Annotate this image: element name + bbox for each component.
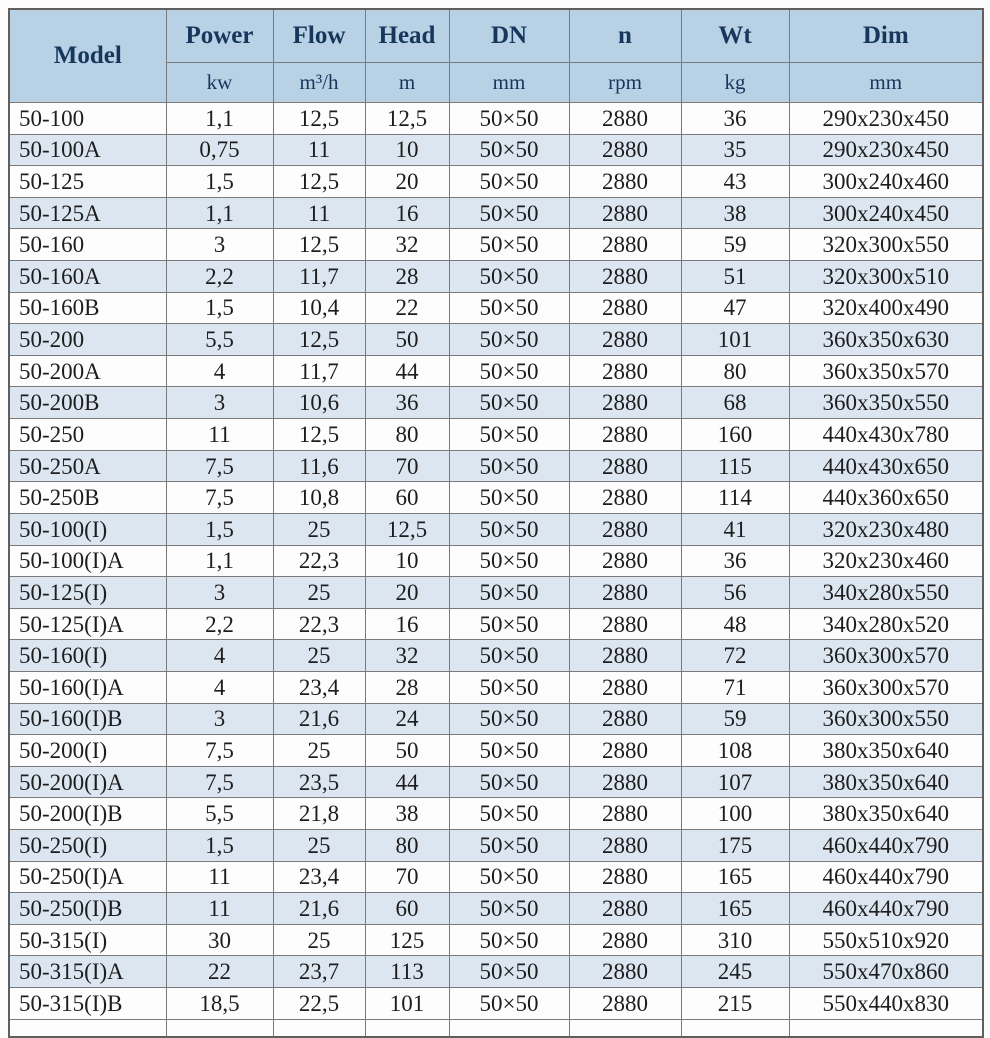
empty-cell [365, 1019, 449, 1037]
value-cell: 2880 [569, 608, 681, 640]
value-cell: 44 [365, 355, 449, 387]
empty-cell [273, 1019, 365, 1037]
table-row [9, 861, 983, 893]
value-cell: 12,5 [273, 324, 365, 356]
table-row [9, 355, 983, 387]
column-header-dim: Dim [789, 9, 983, 63]
value-cell: 1,1 [166, 103, 273, 135]
value-cell: 2880 [569, 861, 681, 893]
value-cell: 23,4 [273, 671, 365, 703]
value-cell: 50×50 [449, 671, 569, 703]
value-cell: 3 [166, 703, 273, 735]
header-label-row [9, 9, 983, 63]
value-cell: 2880 [569, 134, 681, 166]
value-cell: 360x350x630 [789, 324, 983, 356]
value-cell: 30 [166, 924, 273, 956]
table-row [9, 387, 983, 419]
value-cell: 320x300x550 [789, 229, 983, 261]
table-row [9, 608, 983, 640]
value-cell: 2880 [569, 703, 681, 735]
value-cell: 70 [365, 450, 449, 482]
table-row [9, 671, 983, 703]
value-cell: 50×50 [449, 577, 569, 609]
value-cell: 11 [273, 134, 365, 166]
value-cell: 25 [273, 640, 365, 672]
value-cell: 50×50 [449, 703, 569, 735]
value-cell: 59 [681, 229, 789, 261]
value-cell: 290x230x450 [789, 103, 983, 135]
value-cell: 3 [166, 577, 273, 609]
value-cell: 41 [681, 513, 789, 545]
value-cell: 22,5 [273, 988, 365, 1020]
value-cell: 10 [365, 545, 449, 577]
value-cell: 7,5 [166, 735, 273, 767]
value-cell: 7,5 [166, 766, 273, 798]
empty-cell [569, 1019, 681, 1037]
model-cell: 50-100A [9, 134, 166, 166]
column-header-power: Power [166, 9, 273, 63]
model-cell: 50-315(I)B [9, 988, 166, 1020]
value-cell: 2880 [569, 830, 681, 862]
empty-cell [789, 1019, 983, 1037]
unit-head: m [365, 63, 449, 103]
value-cell: 20 [365, 577, 449, 609]
value-cell: 215 [681, 988, 789, 1020]
value-cell: 50×50 [449, 766, 569, 798]
table-row [9, 893, 983, 925]
table-row [9, 261, 983, 293]
value-cell: 2880 [569, 450, 681, 482]
value-cell: 4 [166, 640, 273, 672]
value-cell: 11 [166, 893, 273, 925]
column-header-head: Head [365, 9, 449, 63]
value-cell: 50×50 [449, 292, 569, 324]
model-cell: 50-160(I)A [9, 671, 166, 703]
value-cell: 23,4 [273, 861, 365, 893]
value-cell: 38 [681, 197, 789, 229]
value-cell: 2880 [569, 103, 681, 135]
model-cell: 50-125 [9, 166, 166, 198]
partial-empty-row [9, 1019, 983, 1037]
value-cell: 101 [365, 988, 449, 1020]
value-cell: 5,5 [166, 798, 273, 830]
value-cell: 2880 [569, 197, 681, 229]
value-cell: 2880 [569, 292, 681, 324]
value-cell: 2880 [569, 229, 681, 261]
unit-power: kw [166, 63, 273, 103]
value-cell: 2,2 [166, 261, 273, 293]
table-row [9, 197, 983, 229]
value-cell: 1,5 [166, 513, 273, 545]
model-cell: 50-125(I)A [9, 608, 166, 640]
table-row [9, 577, 983, 609]
value-cell: 71 [681, 671, 789, 703]
table-row [9, 830, 983, 862]
value-cell: 80 [365, 419, 449, 451]
value-cell: 24 [365, 703, 449, 735]
value-cell: 21,6 [273, 893, 365, 925]
value-cell: 380x350x640 [789, 766, 983, 798]
value-cell: 440x360x650 [789, 482, 983, 514]
value-cell: 32 [365, 229, 449, 261]
value-cell: 114 [681, 482, 789, 514]
model-cell: 50-100(I) [9, 513, 166, 545]
value-cell: 1,1 [166, 197, 273, 229]
value-cell: 35 [681, 134, 789, 166]
value-cell: 1,5 [166, 166, 273, 198]
model-cell: 50-160B [9, 292, 166, 324]
value-cell: 440x430x780 [789, 419, 983, 451]
value-cell: 1,1 [166, 545, 273, 577]
table-row [9, 292, 983, 324]
value-cell: 80 [681, 355, 789, 387]
value-cell: 360x300x550 [789, 703, 983, 735]
value-cell: 320x230x460 [789, 545, 983, 577]
value-cell: 60 [365, 893, 449, 925]
value-cell: 380x350x640 [789, 735, 983, 767]
value-cell: 460x440x790 [789, 861, 983, 893]
value-cell: 550x470x860 [789, 956, 983, 988]
table-row [9, 766, 983, 798]
value-cell: 380x350x640 [789, 798, 983, 830]
table-header [9, 9, 983, 103]
unit-flow: m³/h [273, 63, 365, 103]
value-cell: 50×50 [449, 735, 569, 767]
model-cell: 50-250 [9, 419, 166, 451]
value-cell: 50×50 [449, 861, 569, 893]
unit-dim: mm [789, 63, 983, 103]
value-cell: 108 [681, 735, 789, 767]
value-cell: 50×50 [449, 261, 569, 293]
table-row [9, 798, 983, 830]
value-cell: 56 [681, 577, 789, 609]
table-row [9, 166, 983, 198]
value-cell: 51 [681, 261, 789, 293]
value-cell: 20 [365, 166, 449, 198]
value-cell: 10,8 [273, 482, 365, 514]
value-cell: 113 [365, 956, 449, 988]
value-cell: 3 [166, 229, 273, 261]
value-cell: 12,5 [273, 419, 365, 451]
value-cell: 2880 [569, 735, 681, 767]
value-cell: 23,5 [273, 766, 365, 798]
value-cell: 50×50 [449, 830, 569, 862]
value-cell: 2880 [569, 924, 681, 956]
value-cell: 50×50 [449, 798, 569, 830]
value-cell: 320x400x490 [789, 292, 983, 324]
table-row [9, 419, 983, 451]
value-cell: 115 [681, 450, 789, 482]
value-cell: 245 [681, 956, 789, 988]
value-cell: 2880 [569, 545, 681, 577]
value-cell: 11,7 [273, 261, 365, 293]
value-cell: 101 [681, 324, 789, 356]
model-cell: 50-200A [9, 355, 166, 387]
value-cell: 16 [365, 608, 449, 640]
value-cell: 70 [365, 861, 449, 893]
value-cell: 11 [273, 197, 365, 229]
value-cell: 50×50 [449, 103, 569, 135]
table-row [9, 924, 983, 956]
value-cell: 300x240x450 [789, 197, 983, 229]
model-cell: 50-200 [9, 324, 166, 356]
value-cell: 50×50 [449, 956, 569, 988]
value-cell: 550x510x920 [789, 924, 983, 956]
unit-n: rpm [569, 63, 681, 103]
value-cell: 11 [166, 861, 273, 893]
value-cell: 440x430x650 [789, 450, 983, 482]
value-cell: 160 [681, 419, 789, 451]
unit-wt: kg [681, 63, 789, 103]
value-cell: 50×50 [449, 608, 569, 640]
value-cell: 320x230x480 [789, 513, 983, 545]
model-cell: 50-250B [9, 482, 166, 514]
value-cell: 25 [273, 735, 365, 767]
value-cell: 48 [681, 608, 789, 640]
column-header-model: Model [9, 9, 166, 103]
model-cell: 50-160(I)B [9, 703, 166, 735]
value-cell: 22,3 [273, 608, 365, 640]
value-cell: 2880 [569, 956, 681, 988]
value-cell: 12,5 [365, 513, 449, 545]
column-header-n: n [569, 9, 681, 63]
value-cell: 7,5 [166, 482, 273, 514]
value-cell: 165 [681, 893, 789, 925]
model-cell: 50-250(I)B [9, 893, 166, 925]
table-row [9, 103, 983, 135]
value-cell: 310 [681, 924, 789, 956]
model-cell: 50-125(I) [9, 577, 166, 609]
table-row [9, 988, 983, 1020]
value-cell: 25 [273, 830, 365, 862]
value-cell: 50×50 [449, 355, 569, 387]
value-cell: 16 [365, 197, 449, 229]
value-cell: 44 [365, 766, 449, 798]
value-cell: 22,3 [273, 545, 365, 577]
value-cell: 50×50 [449, 988, 569, 1020]
value-cell: 3 [166, 387, 273, 419]
value-cell: 10,4 [273, 292, 365, 324]
value-cell: 50 [365, 324, 449, 356]
value-cell: 360x300x570 [789, 671, 983, 703]
value-cell: 12,5 [273, 103, 365, 135]
value-cell: 12,5 [273, 166, 365, 198]
value-cell: 50×50 [449, 387, 569, 419]
model-cell: 50-200(I) [9, 735, 166, 767]
value-cell: 1,5 [166, 292, 273, 324]
value-cell: 320x300x510 [789, 261, 983, 293]
value-cell: 1,5 [166, 830, 273, 862]
value-cell: 32 [365, 640, 449, 672]
model-cell: 50-160A [9, 261, 166, 293]
value-cell: 25 [273, 924, 365, 956]
value-cell: 2880 [569, 387, 681, 419]
value-cell: 50×50 [449, 482, 569, 514]
table-row [9, 956, 983, 988]
value-cell: 28 [365, 671, 449, 703]
model-cell: 50-200(I)B [9, 798, 166, 830]
empty-cell [449, 1019, 569, 1037]
table-row [9, 640, 983, 672]
value-cell: 12,5 [365, 103, 449, 135]
value-cell: 50×50 [449, 324, 569, 356]
model-cell: 50-100(I)A [9, 545, 166, 577]
value-cell: 0,75 [166, 134, 273, 166]
empty-cell [681, 1019, 789, 1037]
value-cell: 21,8 [273, 798, 365, 830]
value-cell: 36 [681, 103, 789, 135]
value-cell: 2880 [569, 419, 681, 451]
value-cell: 175 [681, 830, 789, 862]
value-cell: 340x280x520 [789, 608, 983, 640]
value-cell: 12,5 [273, 229, 365, 261]
value-cell: 107 [681, 766, 789, 798]
empty-cell [9, 1019, 166, 1037]
table-row [9, 229, 983, 261]
value-cell: 22 [166, 956, 273, 988]
table-row [9, 324, 983, 356]
table-row [9, 450, 983, 482]
pump-spec-table [8, 8, 984, 1038]
value-cell: 2880 [569, 893, 681, 925]
value-cell: 43 [681, 166, 789, 198]
value-cell: 550x440x830 [789, 988, 983, 1020]
value-cell: 50×50 [449, 924, 569, 956]
value-cell: 22 [365, 292, 449, 324]
value-cell: 2880 [569, 482, 681, 514]
value-cell: 11,6 [273, 450, 365, 482]
value-cell: 25 [273, 577, 365, 609]
table-row [9, 482, 983, 514]
value-cell: 23,7 [273, 956, 365, 988]
value-cell: 2,2 [166, 608, 273, 640]
value-cell: 2880 [569, 166, 681, 198]
model-cell: 50-250(I)A [9, 861, 166, 893]
value-cell: 460x440x790 [789, 830, 983, 862]
value-cell: 72 [681, 640, 789, 672]
model-cell: 50-315(I)A [9, 956, 166, 988]
model-cell: 50-125A [9, 197, 166, 229]
value-cell: 68 [681, 387, 789, 419]
value-cell: 47 [681, 292, 789, 324]
value-cell: 25 [273, 513, 365, 545]
model-cell: 50-100 [9, 103, 166, 135]
value-cell: 21,6 [273, 703, 365, 735]
empty-cell [166, 1019, 273, 1037]
unit-dn: mm [449, 63, 569, 103]
value-cell: 50×50 [449, 419, 569, 451]
value-cell: 4 [166, 355, 273, 387]
model-cell: 50-250(I) [9, 830, 166, 862]
value-cell: 2880 [569, 671, 681, 703]
table-row [9, 545, 983, 577]
value-cell: 2880 [569, 355, 681, 387]
value-cell: 2880 [569, 513, 681, 545]
table-row [9, 513, 983, 545]
value-cell: 36 [681, 545, 789, 577]
value-cell: 50×50 [449, 893, 569, 925]
value-cell: 80 [365, 830, 449, 862]
value-cell: 2880 [569, 640, 681, 672]
value-cell: 11 [166, 419, 273, 451]
value-cell: 165 [681, 861, 789, 893]
value-cell: 100 [681, 798, 789, 830]
value-cell: 50×50 [449, 166, 569, 198]
value-cell: 2880 [569, 766, 681, 798]
value-cell: 340x280x550 [789, 577, 983, 609]
value-cell: 50×50 [449, 513, 569, 545]
value-cell: 36 [365, 387, 449, 419]
value-cell: 50×50 [449, 134, 569, 166]
table-row [9, 134, 983, 166]
value-cell: 2880 [569, 261, 681, 293]
value-cell: 38 [365, 798, 449, 830]
value-cell: 290x230x450 [789, 134, 983, 166]
column-header-wt: Wt [681, 9, 789, 63]
value-cell: 11,7 [273, 355, 365, 387]
model-cell: 50-160 [9, 229, 166, 261]
value-cell: 10,6 [273, 387, 365, 419]
value-cell: 300x240x460 [789, 166, 983, 198]
value-cell: 4 [166, 671, 273, 703]
table-body [9, 103, 983, 1037]
value-cell: 460x440x790 [789, 893, 983, 925]
model-cell: 50-160(I) [9, 640, 166, 672]
value-cell: 2880 [569, 324, 681, 356]
value-cell: 59 [681, 703, 789, 735]
value-cell: 50×50 [449, 640, 569, 672]
value-cell: 60 [365, 482, 449, 514]
model-cell: 50-200B [9, 387, 166, 419]
table-row [9, 735, 983, 767]
table-row [9, 703, 983, 735]
value-cell: 28 [365, 261, 449, 293]
value-cell: 360x300x570 [789, 640, 983, 672]
value-cell: 50×50 [449, 450, 569, 482]
value-cell: 2880 [569, 577, 681, 609]
model-cell: 50-315(I) [9, 924, 166, 956]
value-cell: 18,5 [166, 988, 273, 1020]
value-cell: 360x350x570 [789, 355, 983, 387]
value-cell: 360x350x550 [789, 387, 983, 419]
value-cell: 50 [365, 735, 449, 767]
value-cell: 7,5 [166, 450, 273, 482]
value-cell: 50×50 [449, 229, 569, 261]
column-header-dn: DN [449, 9, 569, 63]
column-header-flow: Flow [273, 9, 365, 63]
value-cell: 125 [365, 924, 449, 956]
value-cell: 50×50 [449, 545, 569, 577]
value-cell: 5,5 [166, 324, 273, 356]
value-cell: 2880 [569, 988, 681, 1020]
value-cell: 50×50 [449, 197, 569, 229]
model-cell: 50-200(I)A [9, 766, 166, 798]
model-cell: 50-250A [9, 450, 166, 482]
value-cell: 10 [365, 134, 449, 166]
value-cell: 2880 [569, 798, 681, 830]
